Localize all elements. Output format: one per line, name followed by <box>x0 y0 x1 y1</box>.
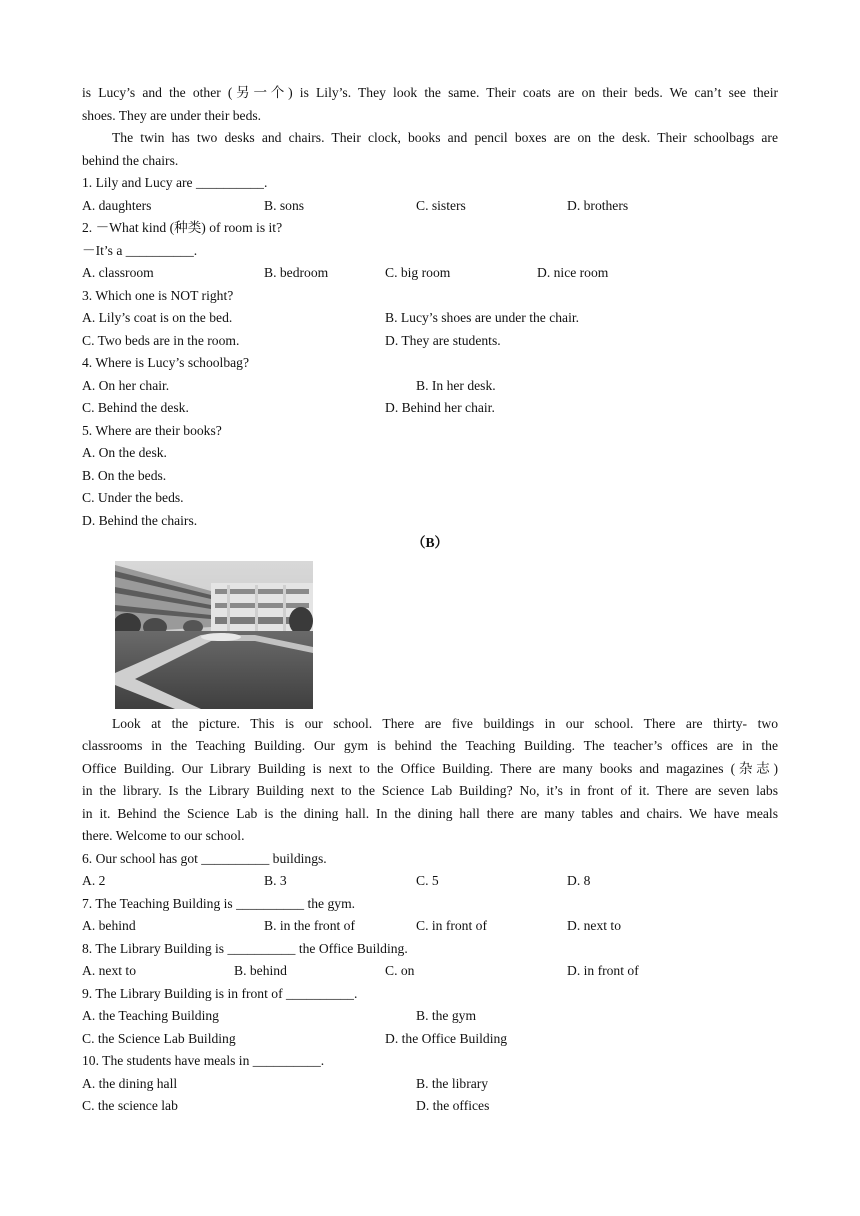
passage-a-line: is Lucy’s and the other (另一个) is Lily’s. They look the same. Their coats are on their beds. We can’t see their <box>82 85 778 100</box>
option: A. behind <box>82 918 136 933</box>
question-stem: 4. Where is Lucy’s schoolbag? <box>82 355 249 370</box>
school-building-photo <box>115 561 313 709</box>
option: C. Behind the desk. <box>82 400 189 415</box>
option: C. the Science Lab Building <box>82 1030 236 1046</box>
option: D. next to <box>567 918 621 933</box>
option: D. They are students. <box>385 332 501 348</box>
passage-b-line: Look at the picture. This is our school. There are five buildings in our school. There are thirty- two <box>112 715 778 731</box>
option: C. the science lab <box>82 1098 178 1113</box>
option-row <box>82 307 778 330</box>
passage-b-line: Office Building. Our Library Building is next to the Office Building. There are many books and magazines (杂志) <box>82 760 778 776</box>
passage-b-line: in the library. Is the Library Building next to the Science Lab Building? No, it’s in front of it. There are seven labs <box>82 783 778 798</box>
option: D. 8 <box>567 873 591 888</box>
passage-b-line: in it. Behind the Science Lab is the dining hall. In the dining hall there are many tables and chairs. We have meals <box>82 805 778 821</box>
option-row <box>82 870 778 893</box>
option: D. nice room <box>537 265 609 280</box>
option: B. bedroom <box>264 265 329 280</box>
question-stem: 10. The students have meals in __________. <box>82 1053 325 1068</box>
option: C. on <box>385 963 415 978</box>
option: B. in the front of <box>264 918 355 933</box>
option-row <box>82 1028 778 1051</box>
option: B. the gym <box>416 1008 477 1023</box>
option: A. Lily’s coat is on the bed. <box>82 310 233 325</box>
option: B. In her desk. <box>416 377 496 393</box>
option: B. 3 <box>264 873 287 888</box>
option: A. classroom <box>82 265 154 280</box>
option-row <box>82 1005 778 1028</box>
option: A. 2 <box>82 873 106 888</box>
option: B. On the beds. <box>82 467 167 483</box>
passage-b-line: classrooms in the Teaching Building. Our gym is behind the Teaching Building. The teacher’s offices are in the <box>82 738 778 753</box>
option: A. the Teaching Building <box>82 1008 219 1023</box>
option: D. brothers <box>567 197 629 213</box>
option-row <box>82 1073 778 1096</box>
option-row <box>82 330 778 353</box>
option: D. the offices <box>416 1098 490 1113</box>
photo-container <box>82 555 778 713</box>
option: D. in front of <box>567 963 639 978</box>
question-stem-answer: －It’s a __________. <box>82 242 198 258</box>
option: C. big room <box>385 265 451 280</box>
option: A. On her chair. <box>82 377 170 393</box>
passage-b-line: there. Welcome to our school. <box>82 828 245 843</box>
question-stem: 7. The Teaching Building is __________ the gym. <box>82 895 356 911</box>
option-row <box>82 195 778 218</box>
option: C. Two beds are in the room. <box>82 332 240 348</box>
option: A. daughters <box>82 197 152 213</box>
section-heading: （B） <box>411 535 449 550</box>
worksheet-page <box>82 82 778 1118</box>
question-stem: 3. Which one is NOT right? <box>82 287 234 303</box>
option: D. Behind her chair. <box>385 400 495 415</box>
question-stem: 2. －What kind (种类) of room is it? <box>82 220 283 235</box>
question-stem: 6. Our school has got __________ buildings. <box>82 850 327 866</box>
option: B. Lucy’s shoes are under the chair. <box>385 310 580 325</box>
option: C. in front of <box>416 918 487 933</box>
option-row <box>82 375 778 398</box>
option: C. Under the beds. <box>82 490 184 505</box>
option: C. 5 <box>416 873 439 888</box>
option: C. sisters <box>416 197 466 213</box>
option-row <box>82 915 778 938</box>
question-stem: 1. Lily and Lucy are __________. <box>82 175 268 190</box>
option: A. the dining hall <box>82 1075 178 1091</box>
option: B. the library <box>416 1075 489 1091</box>
question-stem: 8. The Library Building is __________ the Office Building. <box>82 940 408 956</box>
option: D. Behind the chairs. <box>82 512 198 528</box>
passage-a-line: shoes. They are under their beds. <box>82 107 262 123</box>
option-row <box>82 960 778 983</box>
passage-a-line: The twin has two desks and chairs. Their clock, books and pencil boxes are on the desk. Their schoolbags are <box>112 130 778 145</box>
passage-a-line: behind the chairs. <box>82 152 179 168</box>
question-stem: 5. Where are their books? <box>82 422 222 438</box>
option: D. the Office Building <box>385 1030 508 1046</box>
option-row <box>82 397 778 420</box>
option: B. behind <box>234 963 287 978</box>
option: A. next to <box>82 963 136 978</box>
option-row <box>82 262 778 285</box>
option: B. sons <box>264 197 305 213</box>
question-stem: 9. The Library Building is in front of __________. <box>82 985 358 1001</box>
option: A. On the desk. <box>82 445 167 460</box>
option-row <box>82 1095 778 1118</box>
